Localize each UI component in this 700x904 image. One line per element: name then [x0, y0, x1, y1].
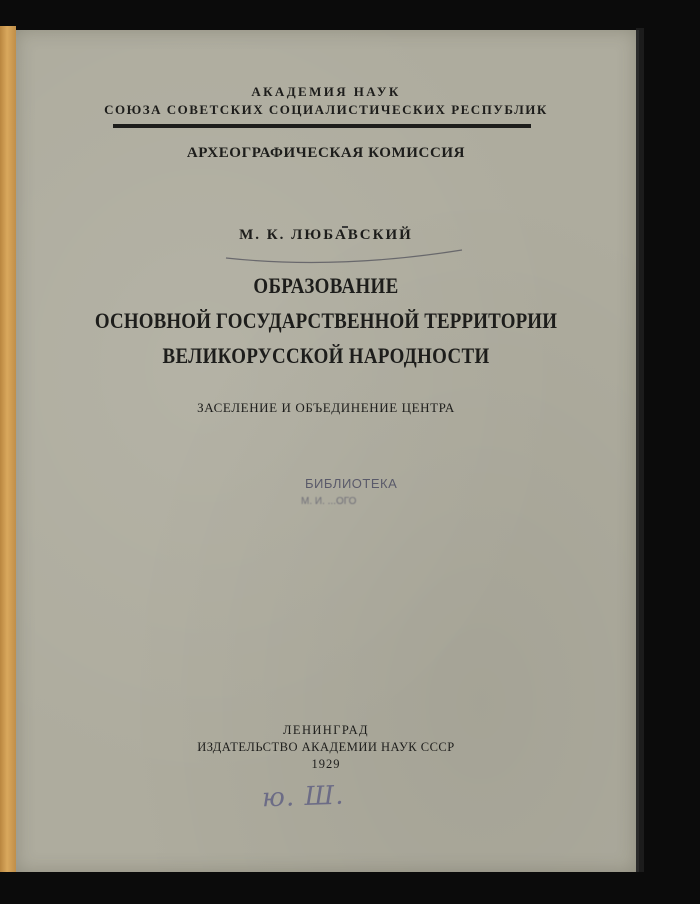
- title-page: [16, 30, 639, 872]
- stamp-line-2: М. И. ...ОГО: [301, 496, 357, 507]
- title-line-1: ОБРАЗОВАНИЕ: [253, 273, 399, 298]
- stamp-line-1: БИБЛИОТЕКА: [305, 476, 398, 491]
- academy-name: АКАДЕМИЯ НАУК: [251, 84, 401, 99]
- author-name: М. К. ЛЮБАВСКИЙ: [239, 227, 413, 243]
- imprint-city: ЛЕНИНГРАД: [283, 723, 369, 737]
- academy-country: СОЮЗА СОВЕТСКИХ СОЦИАЛИСТИЧЕСКИХ РЕСПУБЛИК: [104, 102, 548, 117]
- pencil-underline: [222, 240, 482, 270]
- handwritten-note: ю. Ш.: [261, 780, 345, 814]
- subtitle: ЗАСЕЛЕНИЕ И ОБЪЕДИНЕНИЕ ЦЕНТРА: [197, 400, 455, 415]
- title-line-3: ВЕЛИКОРУССКОЙ НАРОДНОСТИ: [162, 343, 490, 368]
- title-line-2: ОСНОВНОЙ ГОСУДАРСТВЕННОЙ ТЕРРИТОРИИ: [94, 308, 558, 333]
- imprint-year: 1929: [311, 757, 341, 771]
- header-rule: [113, 124, 531, 128]
- book-edge: [0, 26, 16, 872]
- imprint-publisher: ИЗДАТЕЛЬСТВО АКАДЕМИИ НАУК СССР: [197, 740, 455, 754]
- commission-name: АРХЕОГРАФИЧЕСКАЯ КОМИССИЯ: [186, 145, 466, 161]
- library-stamp: [299, 474, 419, 516]
